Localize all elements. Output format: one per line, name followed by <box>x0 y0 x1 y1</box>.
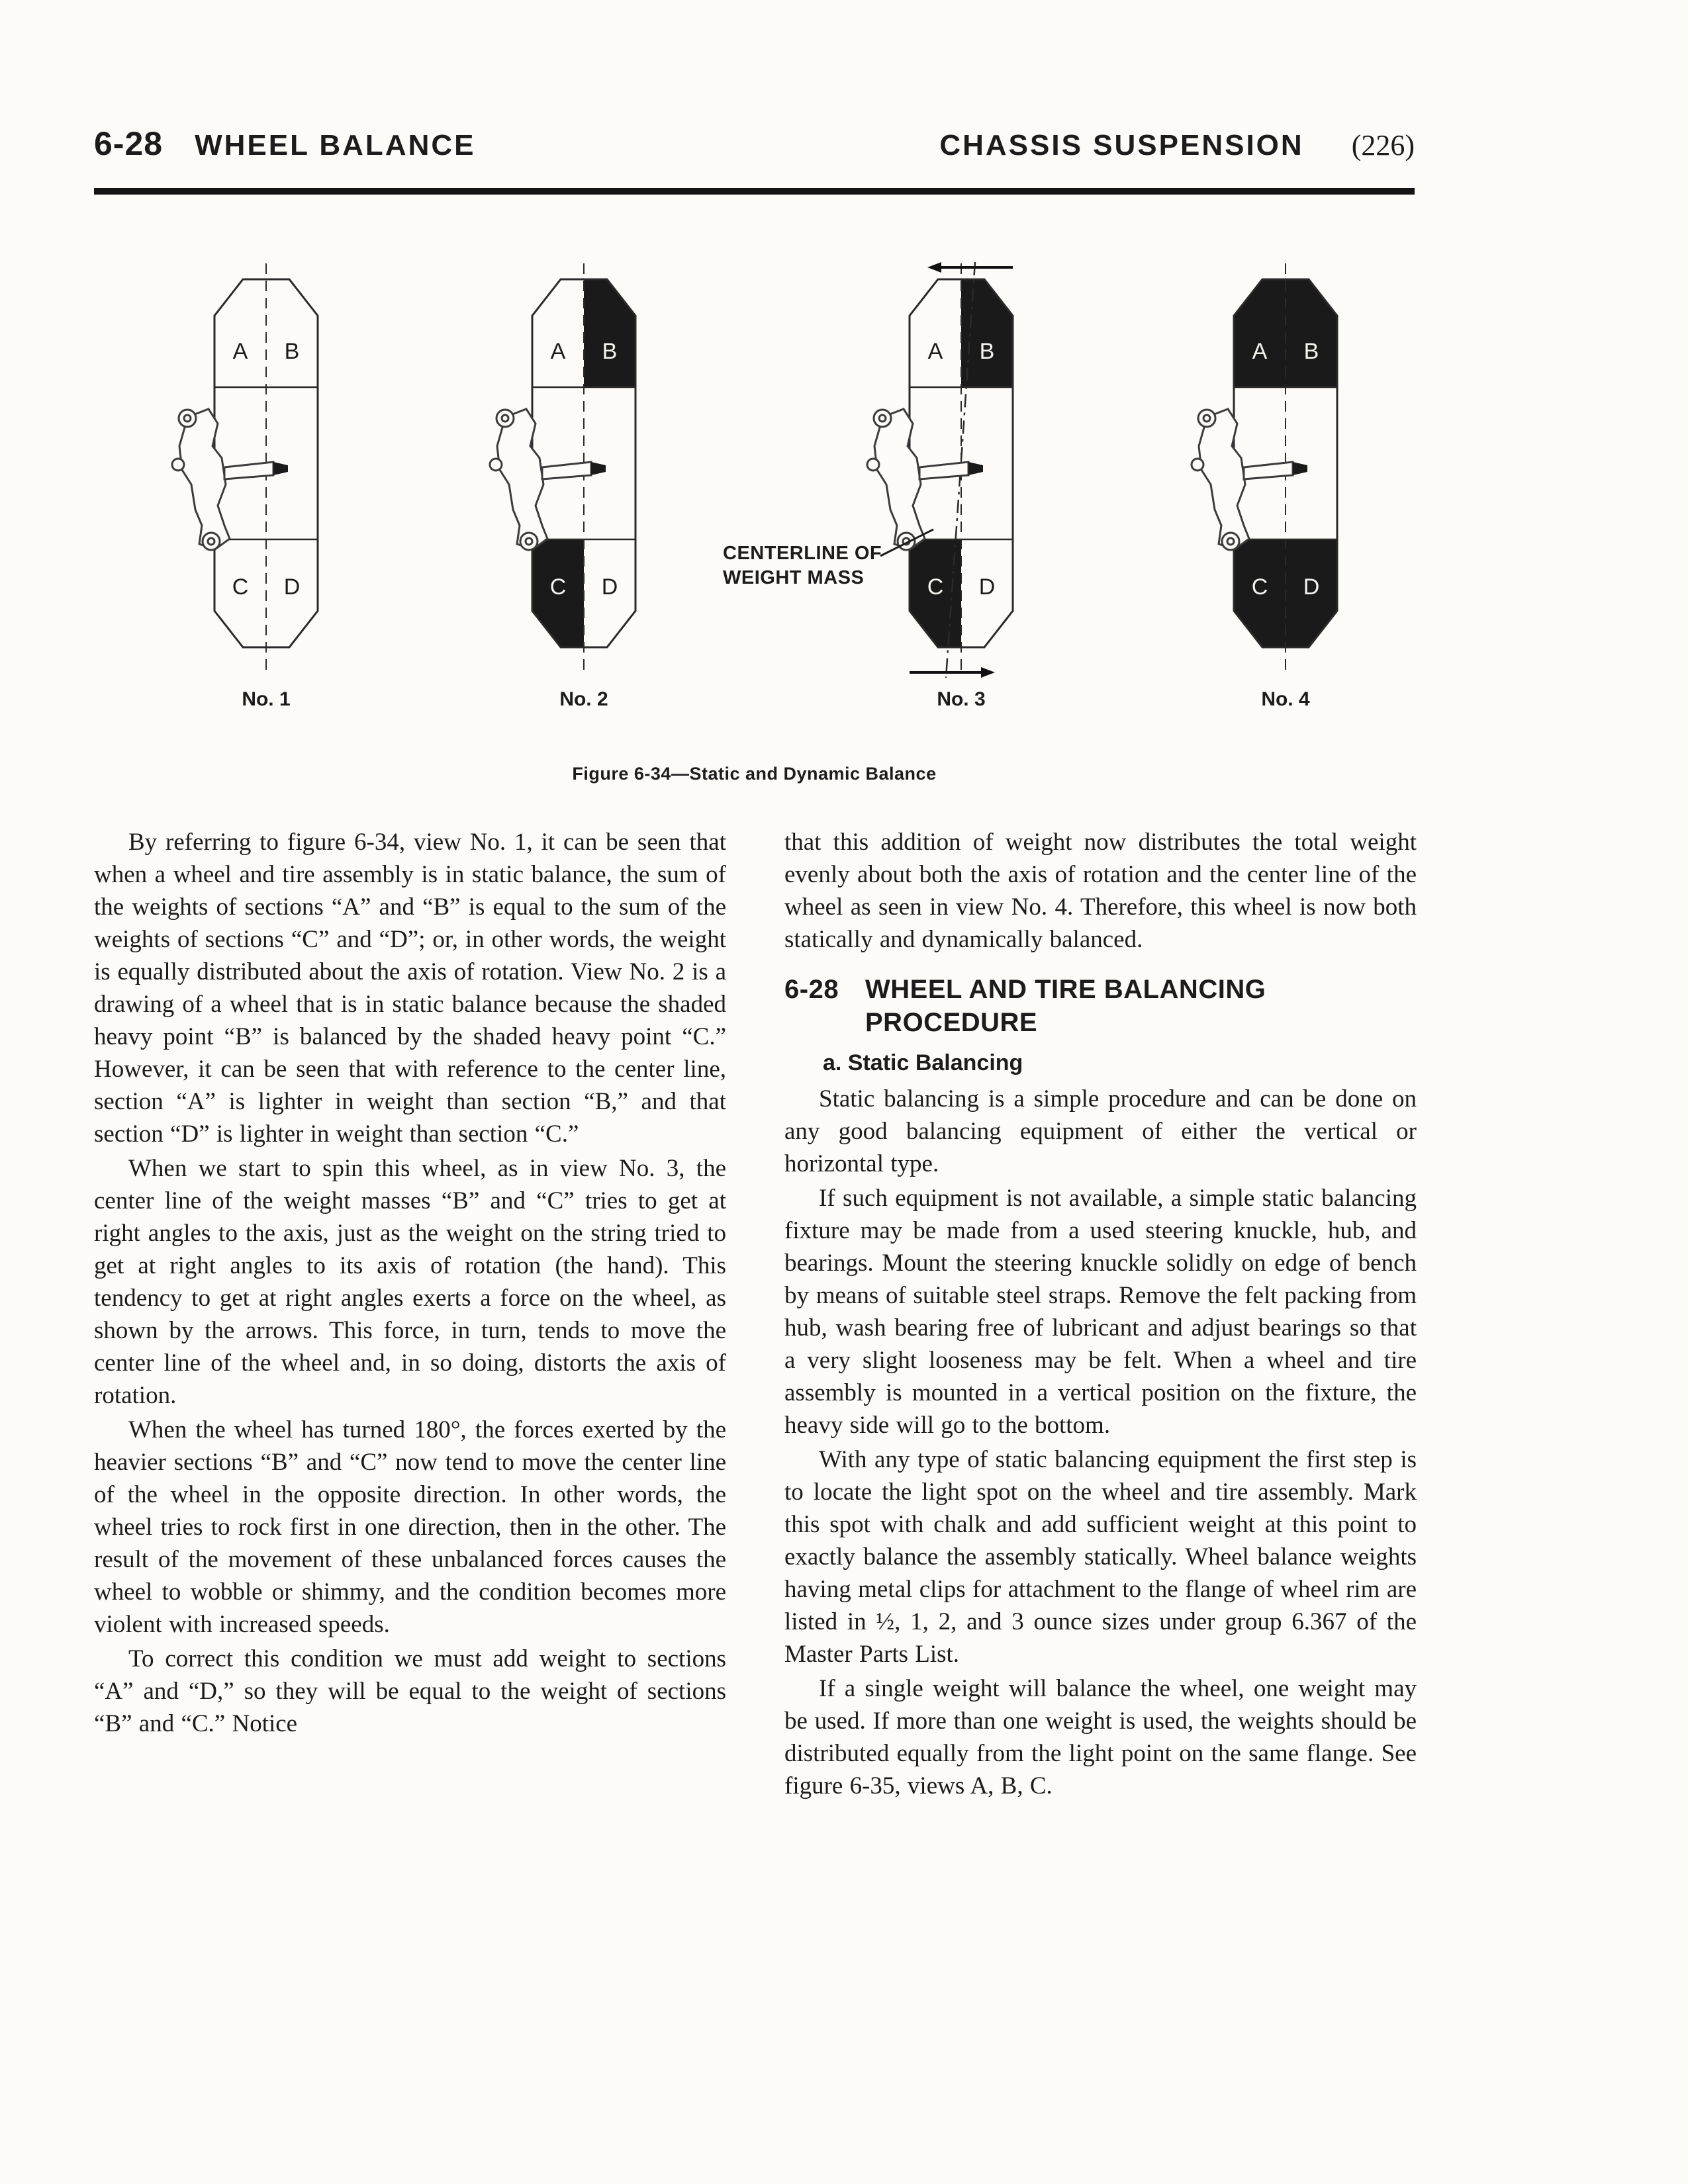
right-column <box>784 826 1417 1804</box>
svg-text:D: D <box>978 574 996 600</box>
svg-text:D: D <box>601 574 618 600</box>
header-right <box>939 128 1415 162</box>
section-number: 6-28 <box>94 125 164 162</box>
figure-caption: Figure 6-34—Static and Dynamic Balance <box>572 764 937 784</box>
centerline-annotation-line2: WEIGHT MASS <box>723 567 865 588</box>
wheel-label-1: No. 1 <box>242 688 291 710</box>
centerline-pointer-line <box>879 525 936 559</box>
wheel-illustration-1 <box>150 258 349 682</box>
wheel-illustration-2 <box>468 258 667 682</box>
body-paragraph: If a single weight will balance the wheel, one weight may be used. If more than one weight is used, the weights should be distributed equally from the light point on the same flange. See figure 6-35, views A, B, C. <box>784 1675 1417 1799</box>
header-left <box>94 124 476 163</box>
svg-text:C: C <box>927 574 944 600</box>
steering-knuckle-drawing <box>490 409 591 550</box>
wheel-label-4: No. 4 <box>1261 688 1310 710</box>
svg-text:C: C <box>549 574 567 600</box>
wheel-diagram-1 <box>150 258 349 711</box>
svg-text:B: B <box>979 339 995 364</box>
centerline-annotation-line1: CENTERLINE OF <box>723 543 882 564</box>
wheel-diagram-2 <box>468 258 667 711</box>
wheel-label-2: No. 2 <box>559 688 608 710</box>
section-heading-title: WHEEL AND TIRE BALANCING PROCEDURE <box>865 975 1266 1037</box>
wheel-cross-section <box>1170 258 1368 682</box>
section-heading <box>784 973 1417 1039</box>
body-paragraph: Static balancing is a simple procedure and can be done on any good balancing equipment of either the vertical or horizontal type. <box>784 1085 1417 1177</box>
body-paragraph: When the wheel has turned 180°, the forces exerted by the heavier sections “B” and “C” now tend to move the center line of the wheel in the opposite direction. In other words, the wheel tries to rock first in one direction, then in the other. The result of the movement of these unbalanced forces causes the wheel to wobble or shimmy, and the condition becomes more violent with increased speeds. <box>94 1416 726 1638</box>
header-rule <box>94 188 1415 195</box>
text-columns <box>94 826 1417 1804</box>
page-header <box>94 124 1415 163</box>
svg-text:C: C <box>232 574 249 600</box>
svg-text:D: D <box>283 574 301 600</box>
svg-text:B: B <box>602 339 618 364</box>
body-paragraph: With any type of static balancing equipment the first step is to locate the light spot on the wheel and tire assembly. Mark this spot with chalk and add sufficient weight at this point to exactly balance the assembly statically. Wheel balance weights having metal clips for attachment to the flange of wheel rim are listed in ½, 1, 2, and 3 ounce sizes under group 6.367 of the Master Parts List. <box>784 1446 1417 1668</box>
figure-6-34 <box>94 220 1415 819</box>
steering-knuckle-drawing <box>172 409 273 550</box>
svg-text:A: A <box>1252 339 1268 364</box>
wheel-illustration-3 <box>845 258 1044 682</box>
chapter-title: CHASSIS SUSPENSION <box>939 129 1304 161</box>
wheel-label-3: No. 3 <box>937 688 986 710</box>
svg-text:C: C <box>1251 574 1268 600</box>
body-paragraph: If such equipment is not available, a simple static balancing fixture may be made from a used steering knuckle, hub, and bearings. Mount the steering knuckle solidly on edge of bench by means of suitable steel straps. Remove the felt packing from hub, wash bearing free of lubricant and adjust bearings so that a very slight looseness may be felt. When a wheel and tire assembly is mounted in a vertical position on the fixture, the heavy side will go to the bottom. <box>784 1185 1417 1439</box>
wheel-cross-section <box>845 258 1044 682</box>
wheel-cross-section <box>468 258 667 682</box>
centerline-annotation <box>723 541 882 590</box>
wheel-illustration-4 <box>1170 258 1368 682</box>
svg-text:B: B <box>284 339 300 364</box>
svg-text:A: A <box>927 339 943 364</box>
wheel-diagram-4 <box>1170 258 1368 711</box>
steering-knuckle-drawing <box>1192 409 1293 550</box>
svg-text:B: B <box>1303 339 1319 364</box>
wheel-diagram-3 <box>845 258 1044 711</box>
page-number: (226) <box>1351 129 1415 161</box>
subsection-heading: a. Static Balancing <box>823 1050 1023 1075</box>
section-title: WHEEL BALANCE <box>195 129 476 161</box>
wheel-cross-section <box>150 258 349 682</box>
left-column <box>94 826 726 1804</box>
svg-text:A: A <box>550 339 566 364</box>
body-paragraph: When we start to spin this wheel, as in view No. 3, the center line of the weight masses “B” and “C” tries to get at right angles to the axis, just as the weight on the string tried to get at right angles to its axis of rotation (the hand). This tendency to get at right angles exerts a force on the wheel, as shown by the arrows. This force, in turn, tends to move the center line of the wheel and, in so doing, distorts the axis of rotation. <box>94 1155 726 1409</box>
section-heading-number: 6-28 <box>784 975 839 1004</box>
body-paragraph-continuation: that this addition of weight now distributes the total weight evenly about both the axis of rotation and the center line of the wheel as seen in view No. 4. Therefore, this wheel is now both statically and dynamically balanced. <box>784 829 1417 953</box>
svg-text:D: D <box>1303 574 1320 600</box>
body-paragraph: By referring to figure 6-34, view No. 1, it can be seen that when a wheel and tire assembly is in static balance, the sum of the weights of sections “A” and “B” is equal to the sum of the weights of sections “C” and “D”; or, in other words, the weight is equally distributed about the axis of rotation. View No. 2 is a drawing of a wheel that is in static balance because the shaded heavy point “B” is balanced by the shaded heavy point “C.” However, it can be seen that with reference to the center line, section “A” is lighter in weight than section “B,” and that section “D” is lighter in weight than section “C.” <box>94 829 726 1148</box>
body-paragraph: To correct this condition we must add weight to sections “A” and “D,” so they will be equal to the weight of sections “B” and “C.” Notice <box>94 1645 726 1737</box>
svg-text:A: A <box>232 339 248 364</box>
